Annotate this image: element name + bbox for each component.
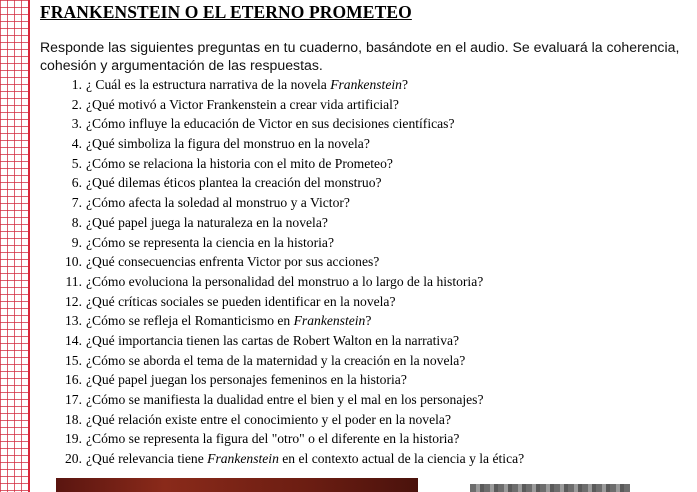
question-number: 6. xyxy=(71,175,82,191)
question-number: 3. xyxy=(71,116,82,132)
question-item xyxy=(56,173,524,193)
question-text xyxy=(86,75,408,95)
question-text-main: ¿Qué motivó a Victor Frankenstein a crear vida artificial? xyxy=(86,96,399,112)
question-text-italic: Frankenstein xyxy=(293,313,366,329)
question-text-main: ¿Cómo se representa la ciencia en la historia? xyxy=(86,234,334,250)
question-text-end: ? xyxy=(401,77,408,92)
question-text-main: ¿Cómo afecta la soledad al monstruo y a Victor? xyxy=(86,195,350,211)
question-text-italic: Frankenstein xyxy=(207,451,279,467)
question-text-end: ? xyxy=(365,313,372,329)
question-text xyxy=(86,114,454,134)
question-text-main: ¿Cómo influye la educación de Victor en sus decisiones científicas? xyxy=(86,116,455,132)
question-item xyxy=(56,370,524,390)
instructions-line-1: Responde las siguientes preguntas en tu cuaderno, basándote en el audio. Se evaluará la coherencia, xyxy=(40,39,680,55)
instructions-paragraph xyxy=(40,38,697,74)
question-text-main: ¿Cómo se aborda el tema de la maternidad y la creación en la novela? xyxy=(86,352,466,368)
question-number: 15. xyxy=(65,352,82,368)
question-text-main: ¿Cómo se refleja el Romanticismo en xyxy=(86,313,294,329)
question-text xyxy=(86,331,459,351)
question-number: 1. xyxy=(71,77,82,92)
question-text xyxy=(86,370,407,390)
question-item xyxy=(56,114,524,134)
question-number: 18. xyxy=(65,411,82,427)
question-text-main: ¿Qué importancia tienen las cartas de Robert Walton en la narrativa? xyxy=(86,332,460,348)
question-item xyxy=(56,331,524,351)
question-text-main: ¿Qué relación existe entre el conocimiento y el poder en la novela? xyxy=(86,411,451,427)
question-text-main: ¿Qué relevancia tiene xyxy=(86,451,208,467)
question-item xyxy=(56,311,524,331)
question-item xyxy=(56,134,524,154)
question-number: 9. xyxy=(71,234,82,250)
question-item xyxy=(56,272,524,292)
question-item xyxy=(56,410,524,430)
question-text xyxy=(86,252,379,272)
question-item xyxy=(56,213,524,233)
question-text-end: en el contexto actual de la ciencia y la ética? xyxy=(278,451,525,467)
question-text xyxy=(86,154,393,174)
question-text-main: ¿Qué papel juegan los personajes femeninos en la historia? xyxy=(86,372,407,388)
question-text xyxy=(86,351,465,371)
question-text xyxy=(86,429,459,449)
photo-image-cropped xyxy=(470,484,630,492)
question-text-main: ¿Cómo se relaciona la historia con el mito de Prometeo? xyxy=(86,155,393,171)
question-number: 4. xyxy=(71,136,82,152)
question-item xyxy=(56,449,524,469)
question-text xyxy=(86,272,483,292)
question-number: 8. xyxy=(71,214,82,230)
question-text xyxy=(86,95,399,115)
question-item xyxy=(56,390,524,410)
question-item xyxy=(56,292,524,312)
question-text xyxy=(86,311,371,331)
question-text-main: ¿ Cuál es la estructura narrativa de la novela xyxy=(86,77,331,92)
question-text-main: ¿Cómo se representa la figura del "otro" o el diferente en la historia? xyxy=(86,431,460,447)
question-item xyxy=(56,351,524,371)
question-text-italic: Frankenstein xyxy=(330,77,402,92)
question-text xyxy=(86,134,370,154)
question-text xyxy=(86,173,382,193)
question-text xyxy=(86,292,396,312)
question-number: 5. xyxy=(71,155,82,171)
question-number: 17. xyxy=(65,392,82,407)
question-text xyxy=(86,390,484,410)
question-number: 16. xyxy=(65,372,82,388)
question-number: 19. xyxy=(65,431,82,447)
question-number: 12. xyxy=(65,293,82,309)
question-item xyxy=(56,75,524,95)
question-item xyxy=(56,193,524,213)
question-text-main: ¿Qué dilemas éticos plantea la creación del monstruo? xyxy=(86,175,382,191)
question-text-main: ¿Qué simboliza la figura del monstruo en la novela? xyxy=(86,136,370,152)
question-text-main: ¿Cómo se manifiesta la dualidad entre el bien y el mal en los personajes? xyxy=(86,392,484,407)
questions-list xyxy=(56,75,524,469)
notebook-margin-line xyxy=(28,0,30,492)
question-text-main: ¿Qué papel juega la naturaleza en la novela? xyxy=(86,214,328,230)
question-text xyxy=(86,410,451,430)
question-item xyxy=(56,252,524,272)
question-text-main: ¿Cómo evoluciona la personalidad del monstruo a lo largo de la historia? xyxy=(86,273,484,289)
illustration-image-cropped xyxy=(56,478,418,492)
notebook-grid-margin xyxy=(0,0,28,492)
document-title: FRANKENSTEIN O EL ETERNO PROMETEO xyxy=(40,2,412,22)
question-text xyxy=(86,449,524,469)
question-number: 20. xyxy=(65,451,82,467)
question-item xyxy=(56,154,524,174)
question-item xyxy=(56,429,524,449)
question-text-main: ¿Qué críticas sociales se pueden identificar en la novela? xyxy=(86,293,396,309)
question-number: 13. xyxy=(65,313,82,329)
question-number: 7. xyxy=(71,195,82,211)
instructions-line-2: cohesión y argumentación de las respuestas. xyxy=(40,57,323,73)
question-text-main: ¿Qué consecuencias enfrenta Victor por sus acciones? xyxy=(86,254,380,270)
question-text xyxy=(86,193,350,213)
question-text xyxy=(86,213,328,233)
question-number: 14. xyxy=(65,332,82,348)
question-number: 10. xyxy=(65,254,82,270)
question-item xyxy=(56,95,524,115)
question-number: 2. xyxy=(71,96,82,112)
question-item xyxy=(56,233,524,253)
question-number: 11. xyxy=(65,273,82,289)
question-text xyxy=(86,233,334,253)
